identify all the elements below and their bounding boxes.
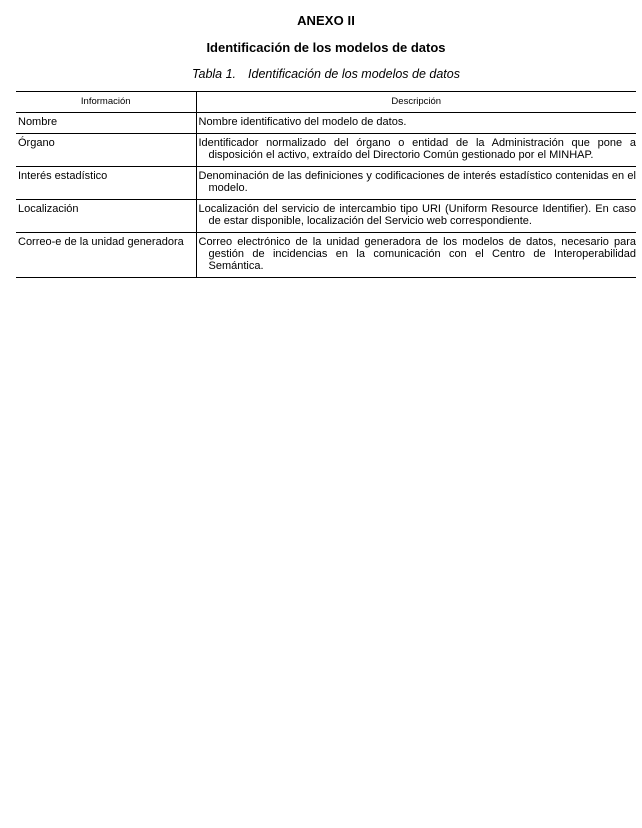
row-desc-text: Localización del servicio de intercambio tipo URI (Uniform Resource Identifier). En caso de estar disponible, localización del Servicio web correspondiente.: [198, 203, 636, 227]
data-model-table: [16, 91, 636, 278]
table-row: [16, 113, 636, 134]
row-desc-cell: [196, 233, 636, 278]
column-header-desc: Descripción: [196, 92, 636, 113]
table-caption-number: Tabla 1.: [192, 67, 237, 81]
row-desc-cell: [196, 167, 636, 200]
row-info-cell: Correo-e de la unidad generadora: [16, 233, 196, 278]
row-info-cell: Interés estadístico: [16, 167, 196, 200]
row-desc-cell: [196, 200, 636, 233]
row-info-cell: Nombre: [16, 113, 196, 134]
row-info-cell: Órgano: [16, 134, 196, 167]
row-desc-cell: [196, 134, 636, 167]
table-caption: [0, 67, 642, 81]
column-header-info: Información: [16, 92, 196, 113]
row-desc-text: Nombre identificativo del modelo de datos.: [198, 116, 407, 128]
row-desc-text: Denominación de las definiciones y codificaciones de interés estadístico contenidas en el modelo.: [198, 170, 636, 194]
table-row: [16, 233, 636, 278]
table-header-row: [16, 92, 636, 113]
row-desc-text: Identificador normalizado del órgano o entidad de la Administración que pone a disposición el activo, extraído del Directorio Común gestionado por el MINHAP.: [198, 137, 636, 161]
row-desc-text: Correo electrónico de la unidad generadora de los modelos de datos, necesario para gestión de incidencias en la comunicación con el Centro de Interoperabilidad Semántica.: [198, 236, 636, 272]
row-desc-cell: [196, 113, 636, 134]
table-row: [16, 167, 636, 200]
table-row: [16, 200, 636, 233]
row-info-cell: Localización: [16, 200, 196, 233]
table-row: [16, 134, 636, 167]
annex-heading: ANEXO II: [297, 13, 355, 28]
table-caption-text: Identificación de los modelos de datos: [248, 67, 460, 81]
section-title: Identificación de los modelos de datos: [206, 40, 446, 55]
